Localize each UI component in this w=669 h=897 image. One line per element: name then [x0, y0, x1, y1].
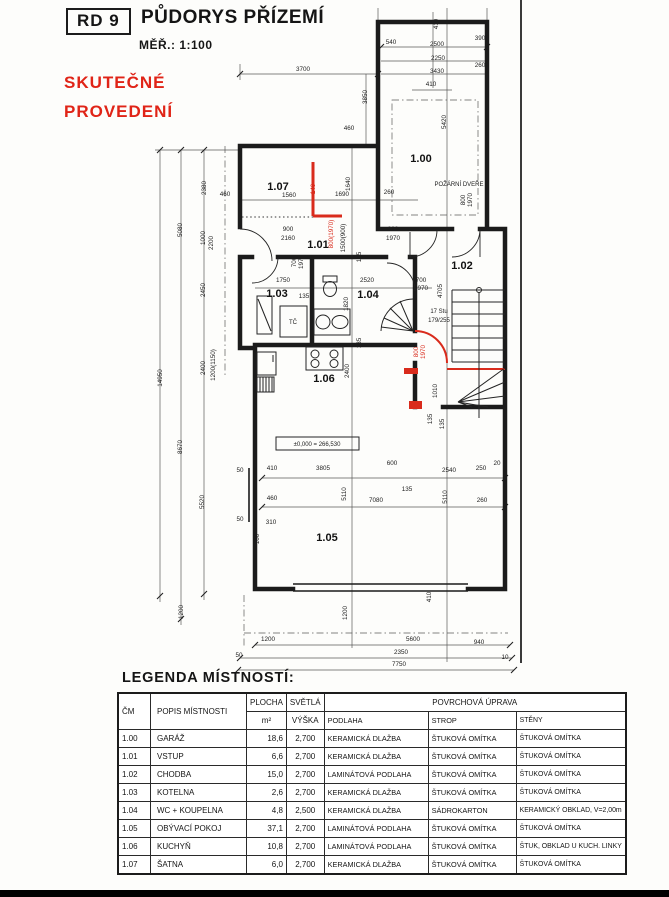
plan-label: TČ — [289, 320, 297, 326]
burner-icon — [330, 360, 338, 368]
legend-cell: ŠTUKOVÁ OMÍTKA — [428, 838, 516, 856]
dim-label: 540 — [385, 39, 397, 46]
dim-label: 410 — [433, 18, 440, 30]
dim-label: 3850 — [362, 89, 369, 105]
dim-label: 800 — [413, 346, 420, 358]
dim-label: 5080 — [177, 222, 184, 238]
shower-icon — [381, 299, 413, 331]
dim-label: 3805 — [315, 465, 331, 472]
legend-cell: 15,0 — [247, 766, 287, 784]
dim-label: 14950 — [157, 369, 164, 387]
scan-edge-bar — [0, 890, 669, 897]
dim-label: 100 — [254, 533, 261, 545]
legend-cell: ŠTUKOVÁ OMÍTKA — [516, 820, 626, 838]
legend-row — [118, 730, 626, 748]
legend-cell: KUCHYŇ — [151, 838, 247, 856]
legend-cell: WC + KOUPELNA — [151, 802, 247, 820]
stove-icon — [306, 347, 343, 370]
dim-label: 2200 — [208, 235, 215, 251]
legend-cell: KERAMICKÁ DLAŽBA — [324, 856, 428, 875]
dim-label: 7080 — [368, 497, 384, 504]
dim-label: 2380 — [201, 180, 208, 196]
room-label-1-00: 1.00 — [410, 153, 432, 165]
legend-cell: LAMINÁTOVÁ PODLAHA — [324, 820, 428, 838]
legend-cell: 1.04 — [118, 802, 151, 820]
dim-label: 460 — [266, 495, 278, 502]
dim-label: 1500(900) — [340, 223, 347, 253]
dim-label: 50 — [236, 516, 244, 523]
legend-cell: ŠTUKOVÁ OMÍTKA — [428, 820, 516, 838]
dim-label: 5110 — [341, 487, 348, 501]
page-title: PŮDORYS PŘÍZEMÍ — [141, 7, 325, 28]
dim-label: 600 — [386, 460, 398, 467]
legend-cell: OBÝVACÍ POKOJ — [151, 820, 247, 838]
sink-icon — [332, 316, 348, 329]
legend-cell: ŠTUKOVÁ OMÍTKA — [516, 748, 626, 766]
legend-cell: 37,1 — [247, 820, 287, 838]
dim-label: 800(1970) — [328, 219, 335, 249]
legend-header — [118, 693, 626, 730]
dim-label: 2400 — [344, 363, 351, 379]
legend-row — [118, 838, 626, 856]
dim-label: 250 — [475, 465, 487, 472]
room-label-1-05: 1.05 — [316, 532, 338, 544]
dim-label: 1690 — [334, 191, 350, 198]
dim-label: 3700 — [295, 66, 311, 73]
legend-cell: ŠTUKOVÁ OMÍTKA — [428, 748, 516, 766]
legend-cell: 2,700 — [286, 838, 324, 856]
legend-cell: ŠTUKOVÁ OMÍTKA — [428, 784, 516, 802]
room-label-1-01: 1.01 — [307, 239, 329, 251]
legend-row — [118, 784, 626, 802]
toilet-icon — [324, 282, 337, 297]
new-wall-stub-red — [409, 401, 422, 409]
legend-cell: KERAMICKÁ DLAŽBA — [324, 784, 428, 802]
burner-icon — [311, 360, 319, 368]
dim-label: 135 — [427, 413, 434, 425]
dim-label: 1200 — [342, 605, 349, 621]
dim-label: 260 — [383, 189, 395, 196]
dim-label: 260 — [474, 62, 486, 69]
dim-label: 700 — [291, 256, 298, 268]
dim-label: 460 — [219, 191, 231, 198]
legend-cell: 4,8 — [247, 802, 287, 820]
legend-cell: 6,0 — [247, 856, 287, 875]
dim-label: 900 — [387, 226, 399, 233]
legend-cell: KERAMICKÁ DLAŽBA — [324, 748, 428, 766]
dim-label: 2540 — [441, 467, 457, 474]
legend-cell: 2,500 — [286, 802, 324, 820]
legend-cell: SÁDROKARTON — [428, 802, 516, 820]
room-label-1-03: 1.03 — [266, 288, 288, 300]
legend-row — [118, 802, 626, 820]
plan-label: 17 Stu — [430, 309, 448, 315]
dim-label: 1640 — [345, 176, 352, 192]
dim-label: 1560 — [281, 192, 297, 199]
radiator-fins — [260, 377, 272, 392]
legend-cell: ŠATNA — [151, 856, 247, 875]
legend-rows — [118, 730, 626, 875]
staircase — [452, 288, 505, 419]
dim-label: 410 — [266, 465, 278, 472]
legend-cell: 1.02 — [118, 766, 151, 784]
dim-label: 10 — [501, 654, 509, 661]
legend-cell: 1.05 — [118, 820, 151, 838]
legend-cell: 2,700 — [286, 820, 324, 838]
boiler-hatch — [258, 299, 271, 331]
dim-label: 1970 — [385, 235, 401, 242]
dim-label: 2250 — [430, 55, 446, 62]
dim-label: 3430 — [429, 68, 445, 75]
dim-label: 390 — [474, 35, 486, 42]
legend-cell: 10,8 — [247, 838, 287, 856]
legend-cell: 1.03 — [118, 784, 151, 802]
stamp-line-1: SKUTEČNÉ — [64, 73, 166, 92]
col-header-povrch: POVRCHOVÁ ÚPRAVA — [324, 693, 626, 712]
legend-cell: GARÁŽ — [151, 730, 247, 748]
legend-cell: 2,6 — [247, 784, 287, 802]
dim-label: 4705 — [437, 283, 444, 299]
col-header-cm: ČM — [118, 693, 151, 730]
col-header-strop: STROP — [428, 712, 516, 730]
plan-label: 179/255 — [428, 318, 450, 324]
dim-label: 5110 — [442, 490, 449, 504]
room-label-1-06: 1.06 — [313, 373, 335, 385]
legend-cell: ŠTUKOVÁ OMÍTKA — [428, 730, 516, 748]
plan-label: ±0,000 = 266,530 — [293, 442, 341, 448]
dim-label: 50 — [236, 467, 244, 474]
legend-cell: ŠTUKOVÁ OMÍTKA — [428, 856, 516, 875]
legend-cell: CHODBA — [151, 766, 247, 784]
dim-label: 50 — [235, 652, 243, 659]
legend-row — [118, 856, 626, 875]
dim-label: 1970 — [420, 344, 427, 360]
col-header-svetla: SVĚTLÁ — [286, 693, 324, 712]
dim-label: 940 — [473, 639, 485, 646]
new-wall-stub-red — [404, 368, 418, 374]
legend-cell: 1.00 — [118, 730, 151, 748]
legend-title: LEGENDA MÍSTNOSTÍ: — [122, 670, 295, 686]
dim-label: 410 — [425, 81, 437, 88]
legend-cell: ŠTUKOVÁ OMÍTKA — [428, 766, 516, 784]
legend-cell: 1.01 — [118, 748, 151, 766]
legend-cell: ŠTUKOVÁ OMÍTKA — [516, 766, 626, 784]
legend-cell: KERAMICKÁ DLAŽBA — [324, 730, 428, 748]
legend-cell: LAMINÁTOVÁ PODLAHA — [324, 766, 428, 784]
dim-label: 2160 — [280, 235, 296, 242]
dim-label: 1820 — [343, 296, 350, 312]
dim-label: 1750 — [275, 277, 291, 284]
burner-icon — [311, 350, 319, 358]
legend-cell: 2,700 — [286, 766, 324, 784]
dim-label: 800 — [460, 194, 467, 206]
dim-label: 1970 — [413, 285, 429, 292]
legend-cell: ŠTUKOVÁ OMÍTKA — [516, 856, 626, 875]
dim-label: 1200 — [260, 636, 276, 643]
dim-label: 135 — [439, 418, 446, 430]
legend-cell: 2,700 — [286, 730, 324, 748]
legend-cell: VSTUP — [151, 748, 247, 766]
drawing-frame-line — [520, 0, 522, 663]
dim-label: 20 — [493, 460, 501, 467]
col-header-m2: m² — [247, 712, 287, 730]
dim-label: 310 — [265, 519, 277, 526]
col-header-vyska: VÝŠKA — [286, 712, 324, 730]
col-header-plocha: PLOCHA — [247, 693, 287, 712]
room-label-1-07: 1.07 — [267, 181, 289, 193]
dim-label: 700 — [415, 277, 427, 284]
dim-label: 5520 — [199, 494, 206, 510]
dim-label: 2400 — [200, 360, 207, 376]
room-label-1-04: 1.04 — [357, 289, 379, 301]
legend-cell: KERAMICKÁ DLAŽBA — [324, 802, 428, 820]
dim-label: 1970 — [298, 254, 305, 270]
dim-label: 7750 — [391, 661, 407, 668]
legend-cell: 2,700 — [286, 856, 324, 875]
scale-label: MĚŘ.: 1:100 — [139, 38, 213, 52]
dim-label: 1000 — [200, 230, 207, 246]
dimension-chain-lines — [155, 8, 514, 670]
stamp-line-2: PROVEDENÍ — [64, 102, 174, 121]
dim-label: 5420 — [441, 114, 448, 130]
dim-label: 460 — [343, 125, 355, 132]
dim-label: 140 — [310, 183, 317, 195]
dim-label: 410 — [426, 591, 433, 603]
drawing-code-box: RD 9 — [66, 8, 131, 35]
legend-row — [118, 766, 626, 784]
legend-cell: 18,6 — [247, 730, 287, 748]
dim-label: 2350 — [393, 649, 409, 656]
dim-label: 900 — [282, 226, 294, 233]
dim-label: 5600 — [405, 636, 421, 643]
room-label-1-02: 1.02 — [451, 260, 473, 272]
dim-label: 135 — [356, 337, 363, 349]
legend-cell: KERAMICKÝ OBKLAD, V=2,00m — [516, 802, 626, 820]
dim-label: 135 — [356, 251, 363, 263]
legend-cell: 6,6 — [247, 748, 287, 766]
legend-cell: 1.06 — [118, 838, 151, 856]
legend-cell: 2,700 — [286, 784, 324, 802]
legend-cell: KOTELNA — [151, 784, 247, 802]
legend-row — [118, 748, 626, 766]
legend-cell: 2,700 — [286, 748, 324, 766]
legend-cell: LAMINÁTOVÁ PODLAHA — [324, 838, 428, 856]
washbasin-icon — [316, 315, 330, 329]
dim-label: 2500 — [429, 41, 445, 48]
dim-label: 1200 — [178, 604, 185, 620]
dim-label: 2520 — [359, 277, 375, 284]
dim-label: 1010 — [432, 383, 439, 399]
dim-label: 135 — [401, 486, 413, 493]
dim-label: 8670 — [177, 439, 184, 455]
dim-label: 2450 — [200, 282, 207, 298]
new-partition-red — [313, 162, 342, 216]
col-header-podlaha: PODLAHA — [324, 712, 428, 730]
col-header-popis: POPIS MÍSTNOSTI — [151, 693, 247, 730]
legend-cell: 1.07 — [118, 856, 151, 875]
legend-cell: ŠTUK, OBKLAD U KUCH. LINKY — [516, 838, 626, 856]
room-legend-table — [117, 692, 627, 875]
windows — [249, 468, 468, 591]
dim-label: 1200(1150) — [210, 349, 217, 381]
legend-row — [118, 820, 626, 838]
dim-label: 1970 — [467, 192, 474, 208]
dim-label: 135 — [298, 293, 310, 300]
plan-label: POŽÁRNÍ DVEŘE — [434, 182, 484, 188]
legend-cell: ŠTUKOVÁ OMÍTKA — [516, 784, 626, 802]
burner-icon — [330, 350, 338, 358]
dim-label: 260 — [476, 497, 488, 504]
col-header-steny: STĚNY — [516, 712, 626, 730]
legend-cell: ŠTUKOVÁ OMÍTKA — [516, 730, 626, 748]
